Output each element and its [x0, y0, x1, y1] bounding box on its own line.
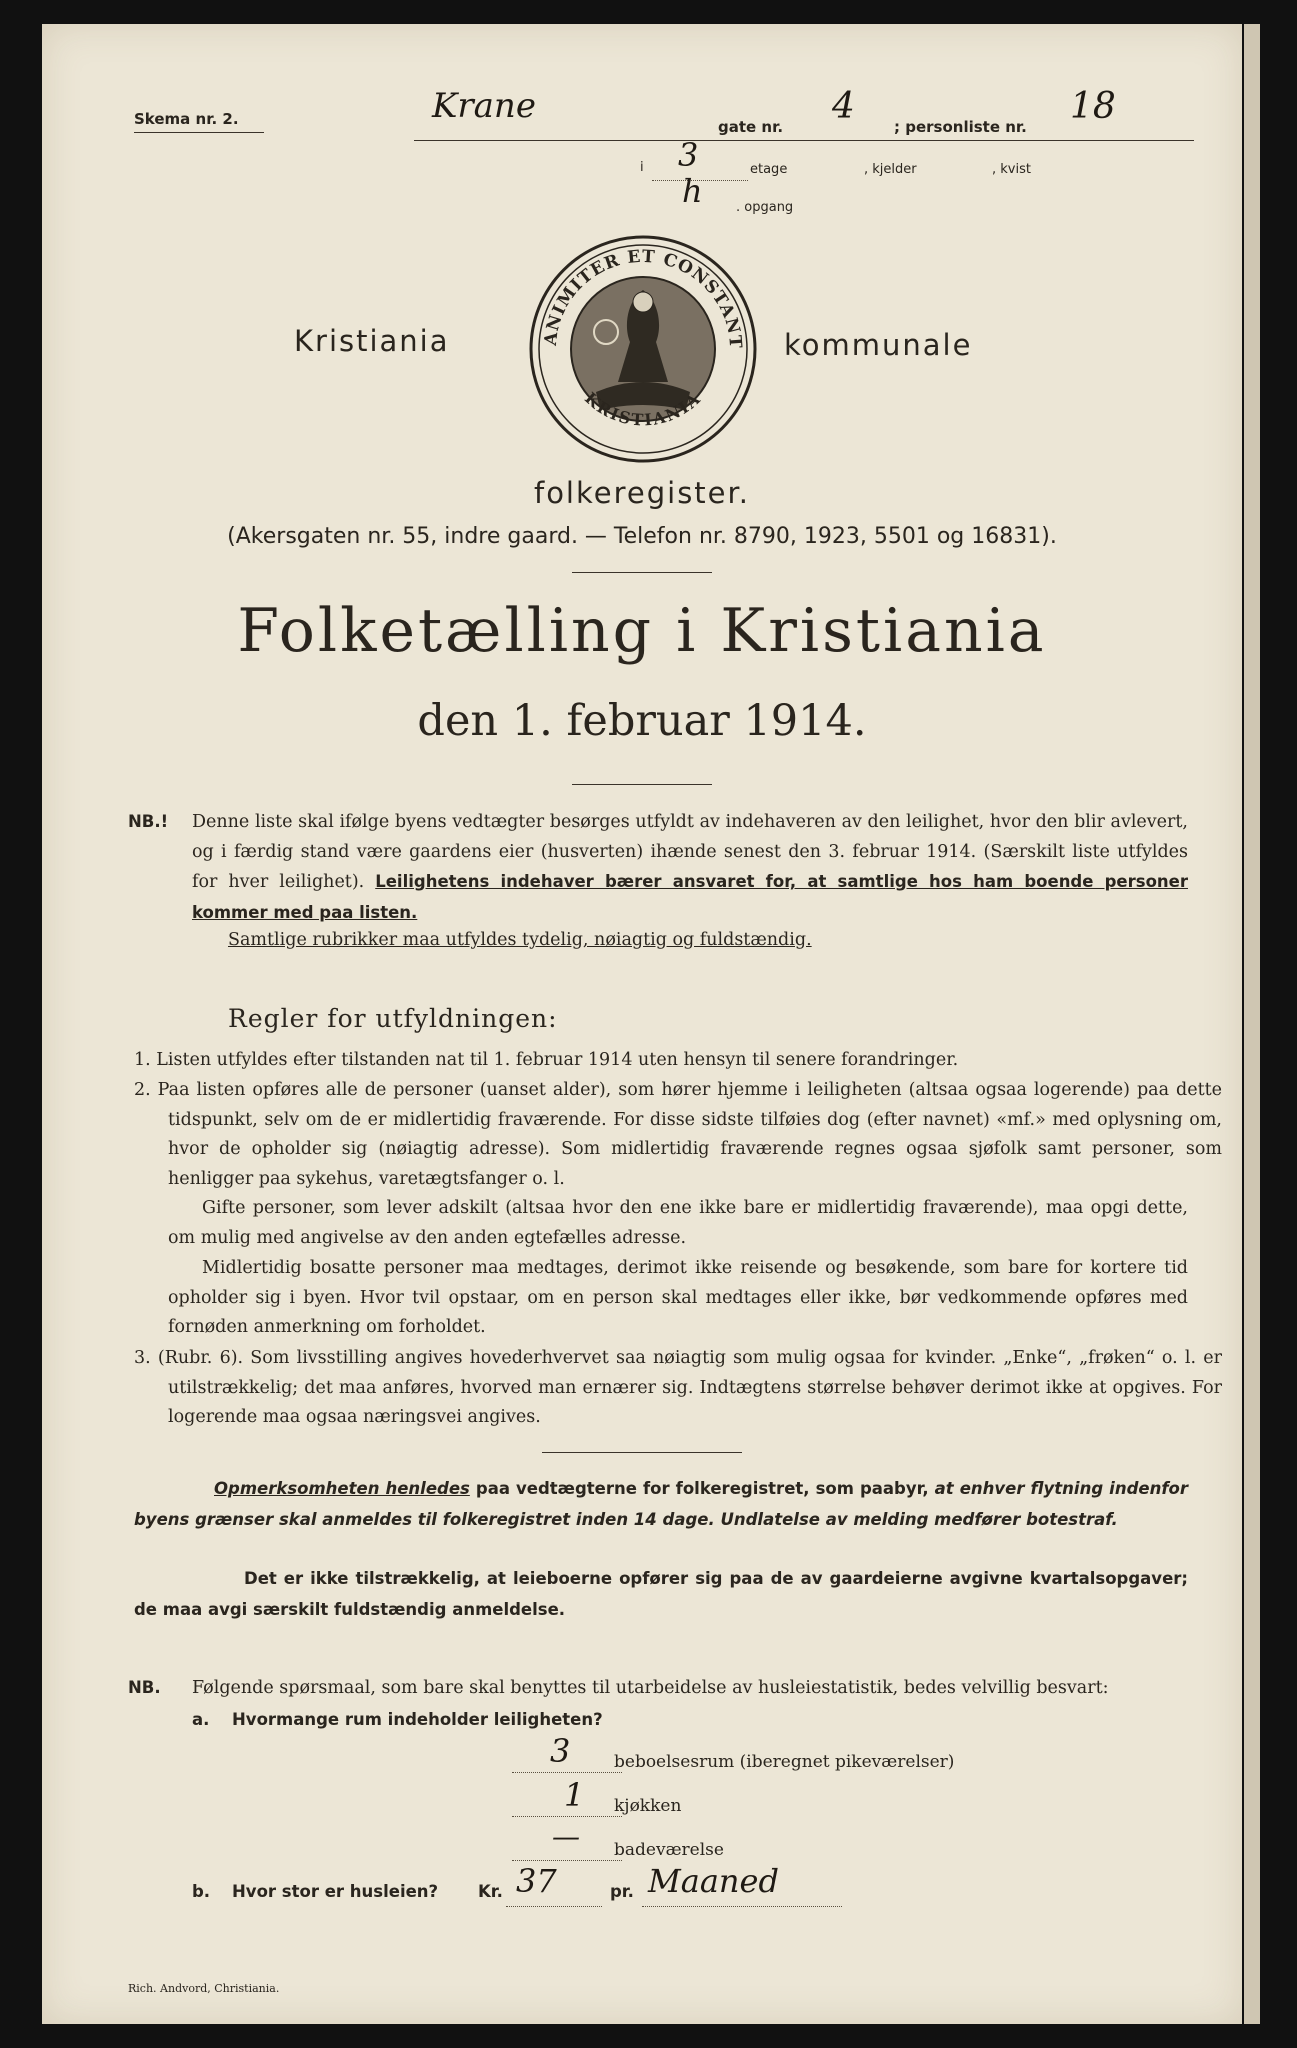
notice-text3 — [134, 1564, 1188, 1625]
divider — [542, 1452, 742, 1453]
qb-label: b. — [192, 1882, 211, 1901]
opgang-handwritten: h — [682, 172, 703, 210]
bath-line — [512, 1860, 622, 1861]
printer-credit: Rich. Andvord, Christiania. — [128, 1982, 280, 1995]
bath-value: — — [552, 1820, 580, 1853]
office-left: Kristiania — [294, 324, 450, 358]
divider — [572, 572, 712, 573]
seal-icon — [526, 232, 760, 466]
bath-label: badeværelse — [614, 1840, 724, 1860]
rent-value: 37 — [516, 1862, 557, 1900]
kvist-label: , kvist — [992, 162, 1031, 177]
qa-question: Hvormange rum indeholder leiligheten? — [232, 1710, 603, 1729]
nb1-bold: Leilighetens indehaver bærer ansvaret for, at samtlige hos ham boende personer kommer med paa listen. — [192, 872, 1188, 922]
rent-line — [506, 1906, 602, 1907]
nb1-paragraph: Denne liste skal ifølge byens vedtægter besørges utfyldt av indehaveren av den leilighet, hvor den blir avlevert, og i færdig stand være gaardens eier (husverten) ihænde senest den 3. februar 1914. (Særskilt liste utfyldes for hver leilighet). — [192, 812, 1188, 892]
rooms-label: beboelsesrum (iberegnet pikeværelser) — [614, 1752, 955, 1772]
rule-2b: Gifte personer, som lever adskilt (altsaa hvor den ene ikke bare er midlertidig fraværende), maa opgi dette, om mulig med angivelse av den anden egtefælles adresse. — [168, 1198, 1188, 1248]
city-seal — [526, 232, 760, 466]
per-value: Maaned — [648, 1862, 779, 1900]
per-label: pr. — [610, 1882, 634, 1901]
nb2-text: Følgende spørsmaal, som bare skal benyttes til utarbeidelse av husleiestatistik, bedes velvillig besvart: — [192, 1678, 1109, 1698]
street-handwritten: Krane — [432, 86, 536, 126]
census-form — [42, 24, 1242, 2024]
rooms-line — [512, 1772, 622, 1773]
nb1-line3-text: Samtlige rubrikker maa utfyldes tydelig, nøiagtig og fuldstændig. — [228, 930, 812, 950]
seal-inscription-bottom: KRISTIANIA — [581, 388, 705, 430]
nb2-label: NB. — [128, 1678, 161, 1697]
rules-heading: Regler for utfyldningen: — [228, 1004, 558, 1033]
kr-label: Kr. — [478, 1882, 503, 1901]
etage-label: etage — [750, 162, 788, 177]
gate-no-handwritten: 4 — [832, 86, 855, 127]
schema-underline — [134, 132, 264, 133]
kjelder-label: , kjelder — [864, 162, 917, 177]
rooms-value: 3 — [550, 1732, 571, 1770]
notice-lead: Opmerksomheten henledes — [214, 1479, 470, 1498]
rule-2c: Midlertidig bosatte personer maa medtages, derimot ikke reisende og besøkende, som bare for kortere tid opholder sig i byen. Hvor tvil opstaar, om en person skal medtages eller ikke, bør vedkommende opføres med fornøden anmerkning om forholdet. — [168, 1258, 1188, 1337]
etage-handwritten: 3 — [678, 136, 699, 174]
office-right: kommunale — [784, 328, 973, 362]
rule-2: 2. Paa listen opføres alle de personer (uanset alder), som hører hjemme i leiligheten (altsaa ogsaa logerende) paa dette tidspunkt, selv om de er midlertidig fraværende. For disse sidste tilføies dog (efter navnet) «mf.» med oplysning om, hvor de opholder sig (nøiagtig adresse). Som midlertidig fraværende regnes ogsaa sjøfolk samt personer, som henligger paa sykehus, varetægtsfanger o. l. — [134, 1080, 1222, 1189]
gate-label: gate nr. — [718, 118, 784, 136]
kitchen-value: 1 — [564, 1776, 585, 1814]
schema-label: Skema nr. 2. — [134, 110, 239, 128]
kitchen-label: kjøkken — [614, 1796, 682, 1816]
page-title: Folketælling i Kristiania — [237, 596, 1047, 666]
i-label: i — [640, 160, 644, 175]
nb1-line3 — [228, 926, 1188, 956]
nb1-text — [192, 808, 1188, 928]
office-address: (Akersgaten nr. 55, indre gaard. — Telefon nr. 8790, 1923, 5501 og 16831). — [227, 524, 1057, 549]
qb-question: Hvor stor er husleien? — [232, 1882, 439, 1901]
nb1-label: NB.! — [128, 812, 169, 831]
opgang-label: . opgang — [736, 200, 794, 215]
personliste-label: ; personliste nr. — [894, 118, 1027, 136]
title-date: den 1. februar 1914. — [417, 696, 867, 746]
notice-text2: at enhver flytning indenfor byens grænser skal anmeldes til folkeregistret inden 14 dage. Undlatelse av melding medfører botestraf. — [134, 1479, 1188, 1529]
page-edge — [1244, 24, 1260, 2024]
kitchen-line — [512, 1816, 622, 1817]
office-line2: folkeregister. — [533, 476, 750, 510]
header-line — [414, 140, 1194, 141]
personliste-no-handwritten: 18 — [1070, 86, 1116, 127]
qa-label: a. — [192, 1710, 210, 1729]
notice-text3-span: Det er ikke tilstrækkelig, at leieboerne opfører sig paa de av gaardeierne avgivne kvartalsopgaver; de maa avgi særskilt fuldstændig anmeldelse. — [134, 1569, 1188, 1619]
divider — [572, 784, 712, 785]
notice-text — [134, 1474, 1188, 1535]
rule-3: 3. (Rubr. 6). Som livsstilling angives hovederhvervet saa nøiagtig som mulig ogsaa for kvinder. „Enke“, „frøken“ o. l. er utilstrækkelig; det maa anføres, hvorved man ernærer sig. Indtægtens størrelse behøver derimot ikke at opgives. For logerende maa ogsaa næringsvei angives. — [134, 1348, 1222, 1427]
seal-inscription-top: ANIMITER ET CONSTANT — [540, 246, 746, 350]
per-line — [642, 1906, 842, 1907]
notice-text1: paa vedtægterne for folkeregistret, som paabyr, — [469, 1479, 935, 1498]
rule-1: 1. Listen utfyldes efter tilstanden nat til 1. februar 1914 uten hensyn til senere forandringer. — [134, 1050, 959, 1070]
